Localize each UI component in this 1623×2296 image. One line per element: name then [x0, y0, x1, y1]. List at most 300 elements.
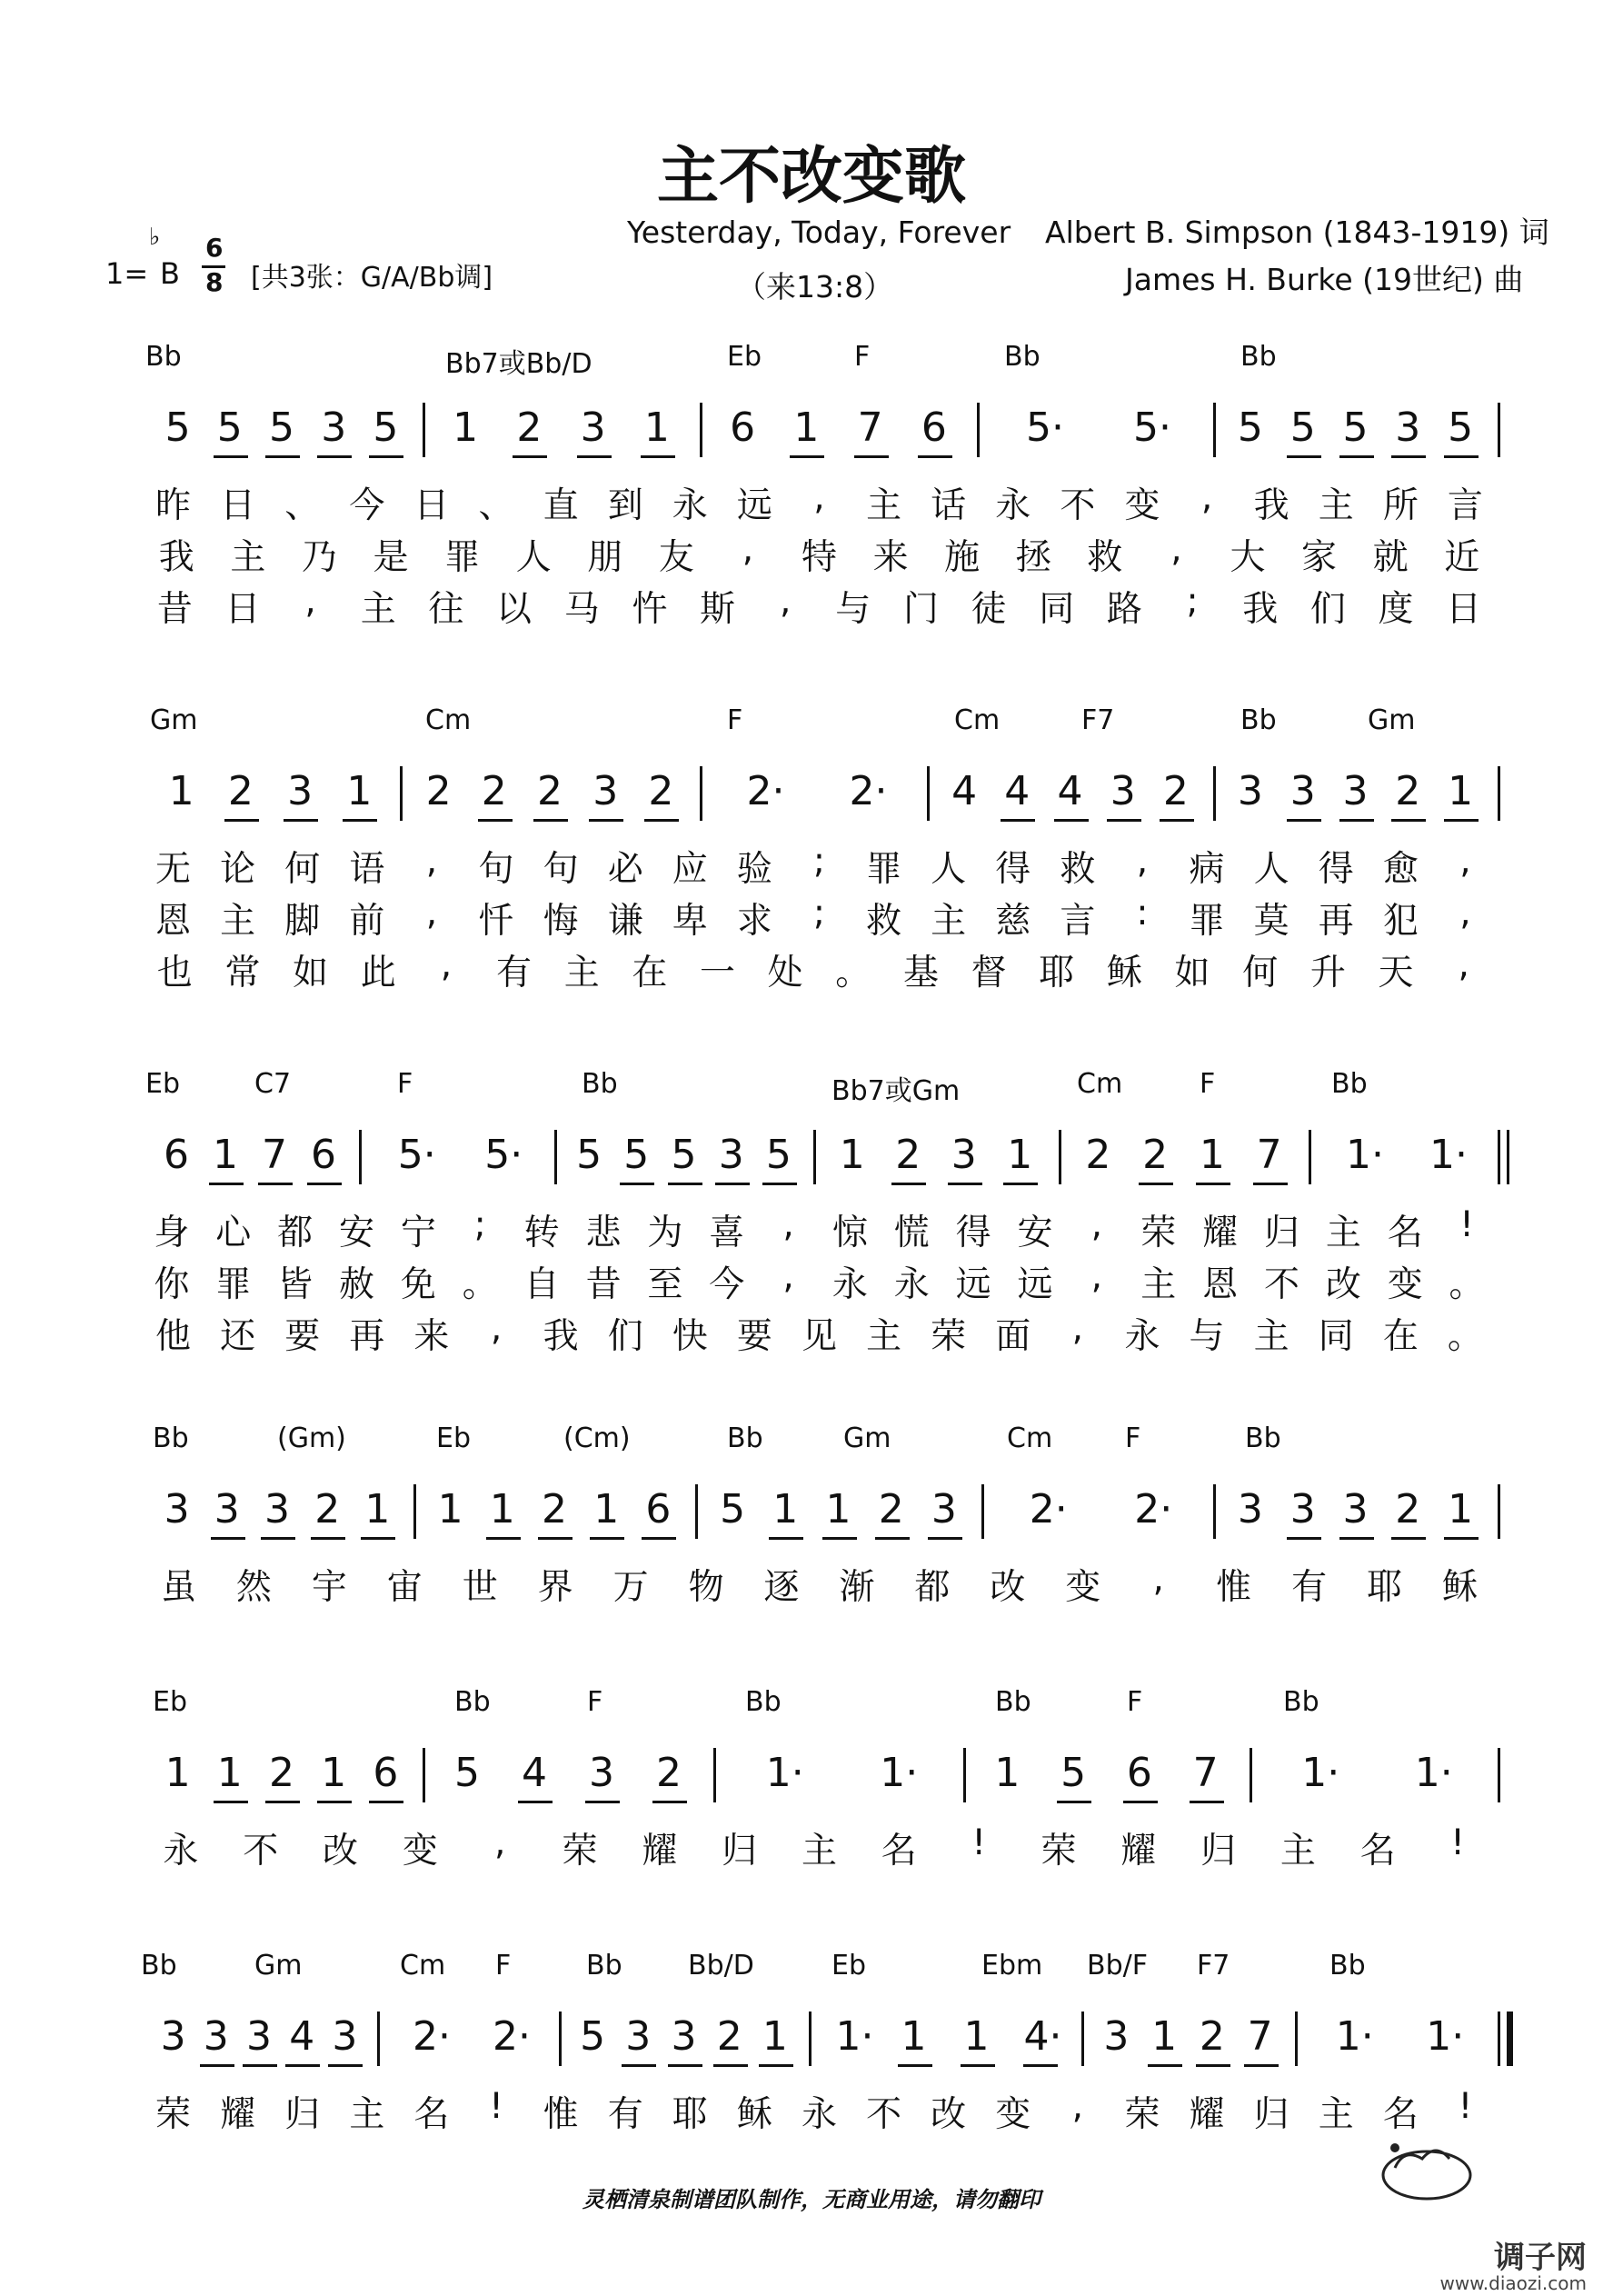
beam-underline [1391, 819, 1426, 822]
lyric-char: 归 [1253, 2094, 1289, 2135]
lyric-char: 日 [220, 485, 256, 526]
jianpu-note: 7 [1192, 1750, 1219, 1796]
barline [1059, 1130, 1061, 1184]
lyric-char: 逐 [763, 1567, 800, 1608]
beam-underline [891, 1183, 926, 1185]
beam-underline [214, 455, 248, 458]
lyric-char: 主 [230, 537, 266, 578]
jianpu-note: 5 [269, 404, 294, 451]
chord-symbol: F [587, 1686, 603, 1718]
jianpu-note: 6 [164, 1132, 189, 1178]
jianpu-note: 5 [720, 1486, 746, 1532]
beam-underline [822, 1537, 857, 1540]
beam-underline [486, 1537, 521, 1540]
lyric-char: 话 [931, 485, 967, 526]
beam-underline [589, 819, 623, 822]
lyric-char: 荣 [562, 1831, 598, 1872]
lyric-char: 度 [1378, 589, 1414, 630]
jianpu-note: 1 [643, 404, 670, 451]
lyric-char: 为 [647, 1213, 683, 1253]
lyric-char: 乃 [301, 537, 337, 578]
lyric-char: 耶 [1039, 953, 1075, 993]
lyric-char: ! [1458, 2086, 1473, 2127]
jianpu-note: 1 [1448, 768, 1474, 814]
lyric-char: 有 [496, 953, 533, 993]
lyric-char: 得 [1318, 849, 1354, 890]
jianpu-note: 1· [765, 1750, 804, 1796]
lyric-char: 。 [835, 953, 871, 993]
lyric-char: 同 [1039, 589, 1075, 630]
jianpu-note: 3 [1395, 404, 1421, 451]
chord-symbol: Cm [1007, 1423, 1053, 1454]
lyric-char: 拯 [1015, 537, 1051, 578]
jianpu-note: 3 [592, 768, 619, 814]
lyric-char: ; [812, 893, 826, 933]
chord-symbol: Gm [150, 704, 198, 736]
lyric-char: 言 [1447, 485, 1483, 526]
lyric-char: 悔 [543, 901, 579, 942]
lyric-char: 他 [155, 1316, 192, 1357]
lyric-char: 惟 [1216, 1567, 1252, 1608]
jianpu-note: 3 [1237, 1486, 1263, 1532]
lyric-char: , [494, 1822, 506, 1863]
lyric-char: 人 [1253, 849, 1289, 890]
barline [423, 403, 425, 457]
jianpu-note: 2 [227, 768, 254, 814]
jianpu-note: 3 [589, 1750, 614, 1796]
beam-underline [668, 2064, 702, 2067]
lyric-char: 改 [1325, 1264, 1361, 1305]
barline [977, 403, 980, 457]
lyric-char: 忤 [632, 589, 668, 630]
jianpu-note: 5 [216, 404, 243, 451]
lyric-char: ; [473, 1204, 486, 1245]
lyric-char: 荣 [1140, 1213, 1177, 1253]
barline [1309, 1130, 1311, 1184]
beam-underline [1287, 819, 1321, 822]
lyric-char: 归 [722, 1831, 758, 1872]
beam-underline [1057, 1801, 1091, 1803]
barline [1498, 2011, 1500, 2066]
lyric-char: , [490, 1308, 503, 1349]
jianpu-note: 4· [1023, 2013, 1062, 2060]
lyric-char: 变 [1387, 1264, 1423, 1305]
beam-underline [590, 1537, 624, 1540]
lyric-char: 稣 [1106, 953, 1142, 993]
jianpu-note: 2 [656, 1750, 682, 1796]
beam-underline [759, 2064, 793, 2067]
lyric-char: : [1136, 893, 1149, 933]
lyric-char: 何 [284, 849, 321, 890]
lyric-char: 犯 [1382, 901, 1419, 942]
flat-sign: ♭ [149, 224, 161, 251]
jianpu-note: 5 [576, 1132, 602, 1178]
lyric-char: 主 [1318, 2094, 1354, 2135]
jianpu-note: 7 [1256, 1132, 1282, 1178]
chord-symbol: Bb [995, 1686, 1031, 1718]
lyric-char: 也 [156, 953, 193, 993]
lyric-char: 何 [1242, 953, 1279, 993]
lyric-char: 然 [235, 1567, 272, 1608]
chord-symbol: Gm [843, 1423, 891, 1454]
lyric-char: 言 [1060, 901, 1096, 942]
chord-symbol: Bb7或Gm [831, 1075, 961, 1107]
jianpu-note: 2 [269, 1750, 294, 1796]
chord-symbol: Bb/D [688, 1950, 754, 1982]
chord-symbol: Bb/F [1087, 1950, 1148, 1982]
jianpu-note: 2 [516, 404, 543, 451]
barline [809, 2011, 812, 2066]
lyric-char: 我 [1253, 485, 1289, 526]
barline [963, 1748, 966, 1802]
chord-symbol: Cm [400, 1950, 446, 1982]
barline [927, 766, 930, 821]
lyric-char: 我 [158, 537, 194, 578]
beam-underline [200, 2064, 234, 2067]
lyric-char: 。 [462, 1264, 498, 1305]
chord-symbol: F7 [1197, 1950, 1230, 1982]
lyric-char: 面 [995, 1316, 1031, 1357]
chord-symbol: Bb [745, 1686, 782, 1718]
lyric-char: 不 [1263, 1264, 1299, 1305]
beam-underline [1444, 819, 1479, 822]
beam-underline [577, 455, 612, 458]
lyric-char: 徒 [971, 589, 1007, 630]
lyric-char: 主 [1318, 485, 1354, 526]
chord-symbol: Eb [153, 1686, 187, 1718]
lyric-char: 主 [349, 2094, 385, 2135]
lyric-char: 处 [767, 953, 803, 993]
edition-note: [共3张：G/A/Bb调] [251, 262, 493, 294]
key-letter: B [160, 256, 180, 291]
beam-underline [243, 2064, 277, 2067]
chord-symbol: Bb7或Bb/D [445, 348, 592, 380]
chord-symbol: F [495, 1950, 512, 1982]
barline [359, 1130, 362, 1184]
chord-symbol: F [397, 1068, 413, 1100]
lyric-char: 耀 [1202, 1213, 1239, 1253]
lyric-char: 必 [607, 849, 643, 890]
lyric-char: 渐 [839, 1567, 875, 1608]
site-watermark: 调子网 [1494, 2240, 1587, 2276]
lyric-char: 是 [373, 537, 409, 578]
lyric-char: 门 [902, 589, 939, 630]
lyric-char: 句 [543, 849, 579, 890]
barline [413, 1484, 416, 1539]
beam-underline [224, 819, 259, 822]
lyric-char: 救 [1087, 537, 1123, 578]
lyric-char: 与 [1189, 1316, 1225, 1357]
barline [981, 1484, 984, 1539]
jianpu-note: 1 [593, 1486, 620, 1532]
jianpu-note: 2 [314, 1486, 341, 1532]
lyric-char: 永 [995, 485, 1031, 526]
chord-symbol: Cm [954, 704, 1001, 736]
jianpu-note: 2 [1085, 1132, 1111, 1178]
jianpu-note: 1 [1007, 1132, 1033, 1178]
jianpu-note: 7 [1247, 2013, 1273, 2060]
jianpu-note: 2 [1142, 1132, 1169, 1178]
jianpu-note: 3 [1103, 2013, 1130, 2060]
lyric-char: 永 [801, 2094, 837, 2135]
lyric-char: 转 [523, 1213, 560, 1253]
barline [423, 1748, 425, 1802]
lyric-char: 罪 [444, 537, 481, 578]
beam-underline [307, 1183, 342, 1185]
lyric-char: 物 [688, 1567, 724, 1608]
lyric-char: 论 [220, 849, 256, 890]
beam-underline [478, 819, 513, 822]
lyric-char: 要 [736, 1316, 772, 1357]
lyric-char: 忏 [478, 901, 514, 942]
lyric-char: 。 [1449, 1264, 1485, 1305]
lyric-char: 主 [1253, 1316, 1289, 1357]
lyric-char: 昨 [155, 485, 192, 526]
lyric-char: 还 [220, 1316, 256, 1357]
lyric-char: 应 [672, 849, 708, 890]
time-signature-bottom: 8 [205, 267, 224, 297]
final-barline [1507, 2011, 1513, 2066]
beam-underline [209, 1183, 244, 1185]
beam-underline [317, 455, 352, 458]
lyric-char: 恩 [155, 901, 192, 942]
chord-symbol: Bb [141, 1950, 177, 1982]
lyric-char: 近 [1444, 537, 1480, 578]
jianpu-note: 5 [1060, 1750, 1087, 1796]
lyric-char: 变 [1065, 1567, 1101, 1608]
chord-symbol: F [727, 704, 743, 736]
beam-underline [369, 455, 403, 458]
beam-underline [790, 455, 824, 458]
chord-symbol: F [1125, 1423, 1141, 1454]
jianpu-note: 3 [264, 1486, 290, 1532]
chord-symbol: Cm [425, 704, 472, 736]
site-url: www.diaozi.com [1439, 2272, 1587, 2294]
chord-symbol: Bb [145, 341, 182, 373]
beam-underline [928, 1537, 962, 1540]
lyric-char: 今 [349, 485, 385, 526]
jianpu-note: 5· [1026, 404, 1064, 451]
lyric-char: 来 [413, 1316, 450, 1357]
lyric-char: 我 [1242, 589, 1279, 630]
barline [559, 2011, 562, 2066]
song-title: 主不改变歌 [656, 141, 966, 213]
jianpu-note: 2 [648, 768, 674, 814]
lyric-char: 稣 [1442, 1567, 1479, 1608]
beam-underline [1190, 1801, 1224, 1803]
lyric-char: 不 [1060, 485, 1096, 526]
lyric-char: 归 [1263, 1213, 1299, 1253]
barline [554, 1130, 557, 1184]
lyric-char: 慌 [893, 1213, 930, 1253]
jianpu-note: 2· [493, 2013, 531, 2060]
barline [400, 766, 403, 821]
beam-underline [265, 1801, 300, 1803]
jianpu-note: 3 [1289, 768, 1316, 814]
barline [377, 2011, 380, 2066]
barline [1498, 766, 1500, 821]
lyric-char: 荣 [931, 1316, 967, 1357]
chord-symbol: Bb [1004, 341, 1041, 373]
lyric-char: 特 [801, 537, 837, 578]
lyric-char: 愈 [1382, 849, 1419, 890]
lyric-char: 惊 [831, 1213, 868, 1253]
jianpu-note: 2· [849, 768, 888, 814]
jianpu-note: 3 [580, 404, 606, 451]
chord-symbol: Eb [831, 1950, 866, 1982]
barline [1213, 1484, 1216, 1539]
lingqi-logo [1377, 2131, 1477, 2204]
lyric-char: 升 [1309, 953, 1346, 993]
lyric-char: 卑 [672, 901, 708, 942]
barline [1250, 1748, 1252, 1802]
beam-underline [948, 1183, 982, 1185]
jianpu-note: 1 [901, 2013, 927, 2060]
jianpu-note: 2 [1162, 768, 1189, 814]
chord-symbol: Gm [254, 1950, 303, 1982]
jianpu-note: 3 [625, 2013, 652, 2060]
lyric-char: 罪 [1189, 901, 1225, 942]
jianpu-note: 6 [373, 1750, 399, 1796]
barline [1498, 1484, 1500, 1539]
lyric-char: 宁 [400, 1213, 436, 1253]
lyric-char: 世 [462, 1567, 498, 1608]
lyric-char: 主 [563, 953, 600, 993]
lyric-char: 至 [647, 1264, 683, 1305]
beam-underline [538, 1537, 573, 1540]
lyric-char: 惟 [543, 2094, 579, 2135]
jianpu-note: 5 [1342, 404, 1369, 451]
lyric-char: 快 [672, 1316, 708, 1357]
lyric-char: 远 [1017, 1264, 1053, 1305]
jianpu-note: 5· [484, 1132, 523, 1178]
jianpu-note: 3 [718, 1132, 744, 1178]
barline [700, 766, 702, 821]
chord-symbol: Bb [1329, 1950, 1366, 1982]
lyric-char: 再 [349, 1316, 385, 1357]
beam-underline [642, 1537, 676, 1540]
jianpu-note: 1 [839, 1132, 865, 1178]
lyricist-credit: Albert B. Simpson (1843-1919) 词 [1045, 215, 1549, 250]
lyric-char: 都 [914, 1567, 951, 1608]
lyric-char: 界 [537, 1567, 573, 1608]
lyric-char: 耀 [1189, 2094, 1225, 2135]
jianpu-note: 5 [1448, 404, 1474, 451]
beam-underline [1339, 819, 1374, 822]
lyric-char: 们 [607, 1316, 643, 1357]
jianpu-note: 6 [921, 404, 947, 451]
jianpu-note: 3 [931, 1486, 957, 1532]
lyric-char: 主 [220, 901, 256, 942]
jianpu-note: 1 [364, 1486, 391, 1532]
lyric-char: 、 [478, 485, 514, 526]
jianpu-note: 6 [1126, 1750, 1152, 1796]
beam-underline [317, 1801, 352, 1803]
jianpu-note: 3 [332, 2013, 358, 2060]
lyric-char: 恩 [1202, 1264, 1239, 1305]
chord-symbol: Bb [1245, 1423, 1281, 1454]
beam-underline [644, 819, 679, 822]
jianpu-note: 5· [1133, 404, 1171, 451]
lyric-char: , [1071, 1308, 1084, 1349]
barline [1295, 2011, 1298, 2066]
beam-underline [652, 1801, 687, 1803]
lyric-char: 得 [995, 849, 1031, 890]
jianpu-note: 3 [951, 1132, 977, 1178]
jianpu-note: 6 [311, 1132, 336, 1178]
beam-underline [1139, 1183, 1173, 1185]
lyric-char: 救 [1060, 849, 1096, 890]
lyric-char: 脚 [284, 901, 321, 942]
lyric-char: 永 [1124, 1316, 1160, 1357]
lyric-char: 安 [1017, 1213, 1053, 1253]
jianpu-note: 5 [671, 1132, 697, 1178]
beam-underline [285, 2064, 320, 2067]
jianpu-note: 6 [730, 404, 756, 451]
chord-symbol: Bb [454, 1686, 491, 1718]
lyric-char: 施 [944, 537, 981, 578]
beam-underline [1196, 1183, 1230, 1185]
beam-underline [1391, 1537, 1426, 1540]
lyric-char: , [1090, 1256, 1103, 1297]
lyric-char: , [1071, 2086, 1084, 2127]
lyric-char: 安 [339, 1213, 375, 1253]
lyric-char: 斯 [700, 589, 736, 630]
lyric-char: 前 [349, 901, 385, 942]
lyric-char: 家 [1301, 537, 1338, 578]
scripture-reference: （来13:8） [736, 269, 894, 304]
beam-underline [1023, 2064, 1058, 2067]
lyric-char: , [1459, 841, 1471, 882]
lyric-char: , [782, 1204, 794, 1245]
jianpu-note: 3 [1289, 1486, 1316, 1532]
lyric-char: 名 [1387, 1213, 1423, 1253]
beam-underline [1160, 819, 1194, 822]
beam-underline [1444, 455, 1479, 458]
lyric-char: 来 [872, 537, 909, 578]
lyric-char: 昔 [585, 1264, 622, 1305]
chord-symbol: F [854, 341, 871, 373]
lyric-char: 荣 [1124, 2094, 1160, 2135]
beam-underline [875, 1537, 910, 1540]
jianpu-note: 1 [437, 1486, 463, 1532]
jianpu-note: 1 [346, 768, 373, 814]
jianpu-note: 2 [716, 2013, 742, 2060]
jianpu-note: 2· [746, 768, 785, 814]
beam-underline [918, 455, 952, 458]
lyric-char: , [1170, 529, 1182, 570]
jianpu-note: 3 [214, 1486, 240, 1532]
lyric-char: 一 [700, 953, 736, 993]
lyric-char: 不 [866, 2094, 902, 2135]
jianpu-note: 4 [522, 1750, 547, 1796]
beam-underline [1003, 1183, 1038, 1185]
lyric-char: 归 [284, 2094, 321, 2135]
beam-underline [1123, 1801, 1158, 1803]
jianpu-note: 1 [216, 1750, 243, 1796]
lyric-char: 变 [402, 1831, 438, 1872]
lyric-char: 耶 [672, 2094, 708, 2135]
jianpu-note: 1 [825, 1486, 851, 1532]
lyric-char: 今 [709, 1264, 745, 1305]
beam-underline [265, 455, 300, 458]
lyric-char: 在 [632, 953, 668, 993]
lyric-char: 马 [563, 589, 600, 630]
beam-underline [668, 1183, 702, 1185]
chord-symbol: Bb [1240, 341, 1277, 373]
beam-underline [1253, 1183, 1288, 1185]
lyric-char: 求 [736, 901, 772, 942]
